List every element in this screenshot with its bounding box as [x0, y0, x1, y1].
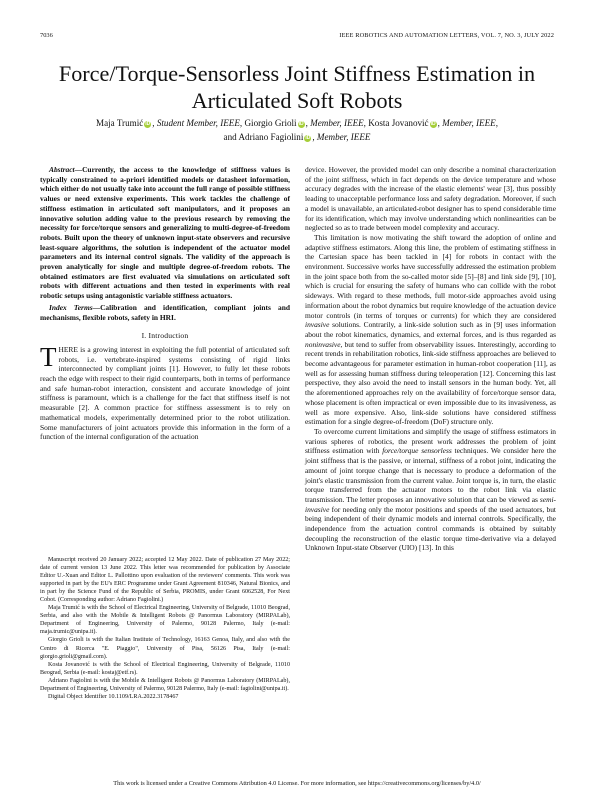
orcid-icon[interactable]: iD [305, 134, 311, 141]
author-name: Maja Trumić [96, 118, 144, 128]
body-paragraph [305, 233, 556, 427]
index-terms-label: Index Terms [49, 302, 93, 312]
footnote: Adriano Fagiolini is with the Mobile & Intelligent Robots @ Panormus Laboratory (MIRPALab), Department of Engineering, University of Palermo, 90128 Palermo, Italy (e-mail: fagiolini@unipa.it). [40, 677, 290, 692]
intro-paragraph [40, 341, 290, 442]
journal-header: IEEE ROBOTICS AND AUTOMATION LETTERS, VOL. 7, NO. 3, JULY 2022 [339, 32, 554, 39]
left-column [40, 165, 290, 442]
intro-text: is a growing interest in exploiting the full potential of articulated soft robots, i.e. vertebrate-inspired systems consisting of rigid links interconnected by compliant joints [1]. However, to fully let these robots reach the edge with respect to their rigid counterparts, both in terms of performance and safe human-robot interaction, consistent and accurate knowledge of joint stiffness is paramount, which is a challenge for the fact that stiffness itself is not measurable [2]. A common practice for stiffness assessment is to rely on mathematical models, experimentally determined prior to the robot utilization. Some manufacturers of joint actuators provide this information in the form of a function of the internal configuration of the actuation [40, 344, 290, 442]
license-notice[interactable]: This work is licensed under a Creative Commons Attribution 4.0 License. For more information, see https://creativecommons.org/licenses/by/4.0/ [113, 780, 481, 787]
footnote: Maja Trumić is with the School of Electrical Engineering, University of Belgrade, 11010 Beograd, Serbia, and also with the Mobile & Intelligent Robots @ Panormus Laboratory (MIRPALab), Department of Engineering, University of Palermo, 90128 Palermo, Italy (e-mail: maja.trumic@unipa.it). [40, 605, 290, 636]
drop-cap: T [40, 341, 57, 372]
author-name: Kosta Jovanović [368, 118, 429, 128]
author-name: Adriano Fagiolini [238, 131, 304, 142]
orcid-icon[interactable]: iD [145, 121, 151, 127]
body-text: for needing only the motor positions and speeds of the used actuators, but being independent of their dynamic models and internal controls. Specifically, the independence from the actuation control commands is obtained by suitably decoupling the reconstruction of the elastic torque time-derivative via a delayed Unknown Input-state Observer (UIO) [13]. In this [305, 504, 556, 553]
author-membership: , Member, IEEE [312, 131, 371, 142]
doi[interactable]: Digital Object Identifier 10.1109/LRA.2022.3178467 [48, 693, 179, 700]
author-conjunction: and [223, 131, 237, 142]
footnotes [40, 556, 290, 701]
right-column [305, 165, 556, 553]
body-text: techniques. We consider here the joint stiffness that is the passive, or internal, stiffness of a robot joint, indicating the amount of joint torque change that is necessary to produce a deformation of the joint's elastic transmission from the current value. Joint torque is, in turn, the elastic torque transferred from the actuator motors to the robot link via elastic transmission. The letter proposes an innovative solution that can be viewed as [305, 446, 556, 504]
index-terms [40, 303, 290, 322]
abstract [40, 165, 290, 322]
body-paragraph: device. However, the provided model can only describe a nominal characterization of the joint stiffness, which in fact depends on the device temperature and whose accuracy degrades with the increase of the elastic elements' wear [3], thus possibly leading to unacceptable performance loss and safety degradation. Moreover, if such a model is unavailable, an articulated-robot designer has to spend considerable time for its identification, which may involve understanding which nonlinearities can be neglected so as to trade between model complexity and accuracy. [305, 165, 556, 233]
abstract-paragraph [40, 165, 290, 301]
running-header [40, 32, 554, 42]
orcid-icon[interactable]: iD [298, 121, 304, 127]
body-paragraph [305, 427, 556, 553]
orcid-icon[interactable]: iD [430, 121, 436, 127]
body-text: , but tend to suffer from observability issues. Interestingly, according to recent trends in rehabilitation robotics, link-side stiffness approaches are believed to become advantageous for parameter estimation in human-robot cooperation [11], as well as for assessing human stiffness during teleoperation [12]. Concerning this last perspective, they also avoid the need to install sensors in the human body. Yet, all the aforementioned approaches rely on the availability of force/torque sensor data, whose placement is often impractical or even impossible due to its invasiveness, as well as more expensive. Also, link-side solutions have considered stiffness estimation for a single degree-of-freedom (DoF) structure only. [305, 339, 556, 427]
index-terms-text: —Calibration and identification, compliant joints and mechanisms, flexible robots, safety in HRI. [40, 302, 290, 322]
page-number: 7036 [40, 32, 53, 39]
footnote: Manuscript received 20 January 2022; accepted 12 May 2022. Date of publication 27 May 2022; date of current version 13 June 2022. This letter was recommended for publication by Associate Editor U.-Xuan and Editor L. Pallottino upon evaluation of the reviewers' comments. This work was supported in part by the EU's ERC Programme under Grant Agreement 810346, Natural Bionics, and in part by the Science Fund of the Republic of Serbia, PROMIS, under Grant 6062528, For Next Cobot. (Corresponding author: Adriano Fagiolini.) [40, 557, 290, 604]
abstract-label: Abstract [49, 165, 75, 174]
author-membership: , Member, IEEE, [305, 118, 366, 128]
emphasis: noninvasive [305, 339, 341, 349]
author-membership: , Member, IEEE, [437, 118, 498, 128]
body-text: solutions. Contrarily, a link-side solution such as in [9] uses information about the robot kinematics, dynamics, and external forces, and is thus regarded as [305, 320, 556, 339]
author-name: Giorgio Grioli [244, 118, 297, 128]
emphasis: force/torque sensorless [382, 446, 452, 456]
body-text: This limitation is now motivating the shift toward the adoption of online and adaptive stiffness estimators. Along this line, the problem of estimating stiffness in the Cartesian space has been tackled in [4] for robots in contact with the environment. Successive works have successfully addressed the estimation problem in the joint space both from the so-called motor side [5]–[8] and link side [9], [10], which is crucial for ensuring the safety of humans who can collide with the robot sideways. With regard to these methods, full motor-side approaches avoid using information about the robot dynamics but require knowledge of the actuation device motor controls (in terms of torques or currents) for which they are considered [305, 232, 556, 320]
section-heading: I. Introduction [141, 331, 189, 341]
emphasis: semi-invasive [305, 494, 556, 514]
body-text: To overcome current limitations and simplify the usage of stiffness estimators in various spheres of robotics, the present work addresses the problem of joint stiffness estimation with [305, 426, 556, 456]
author-list [60, 117, 534, 144]
intro-lead-word: HERE [58, 344, 78, 354]
footnote: Kosta Jovanović is with the School of Electrical Engineering, University of Belgrade, 11010 Beograd, Serbia (e-mail: kostaj@etf.rs). [40, 661, 290, 676]
introduction [40, 341, 290, 442]
footnote: Giorgio Grioli is with the Italian Institute of Technology, 16163 Genoa, Italy, and also with the Centro di Ricerca "E. Piaggio", University of Pisa, 56126 Pisa, Italy (e-mail: giorgio.grioli@gmail.com). [40, 637, 290, 660]
paper-title: Force/Torque-Sensorless Joint Stiffness Estimation in Articulated Soft Robots [58, 61, 536, 113]
abstract-text: —Currently, the access to the knowledge of stiffness values is typically constrained to a-priori identified models or datasheet information, which either do not usually take into account the full range of possible stiffness values or need extensive experiments. This work tackles the challenge of stiffness estimation in articulated soft manipulators, and it proposes an innovative solution adding value to the previous research by removing the necessity for force/torque sensors and generalizing to multi-degree-of-freedom robots. Built upon the theory of unknown input-state observers and recursive least-square algorithms, the solution is independent of the actuator model parameters and its internal control signals. The validity of the approach is proven analytically for single and multiple degree-of-freedom robots. The obtained estimators are first evaluated via simulations on articulated soft robots with different actuations and then tested in experiments with real robotic setups using antagonistic variable stiffness actuators. [40, 165, 290, 301]
author-membership: , Student Member, IEEE, [152, 118, 243, 128]
emphasis: invasive [305, 320, 330, 330]
